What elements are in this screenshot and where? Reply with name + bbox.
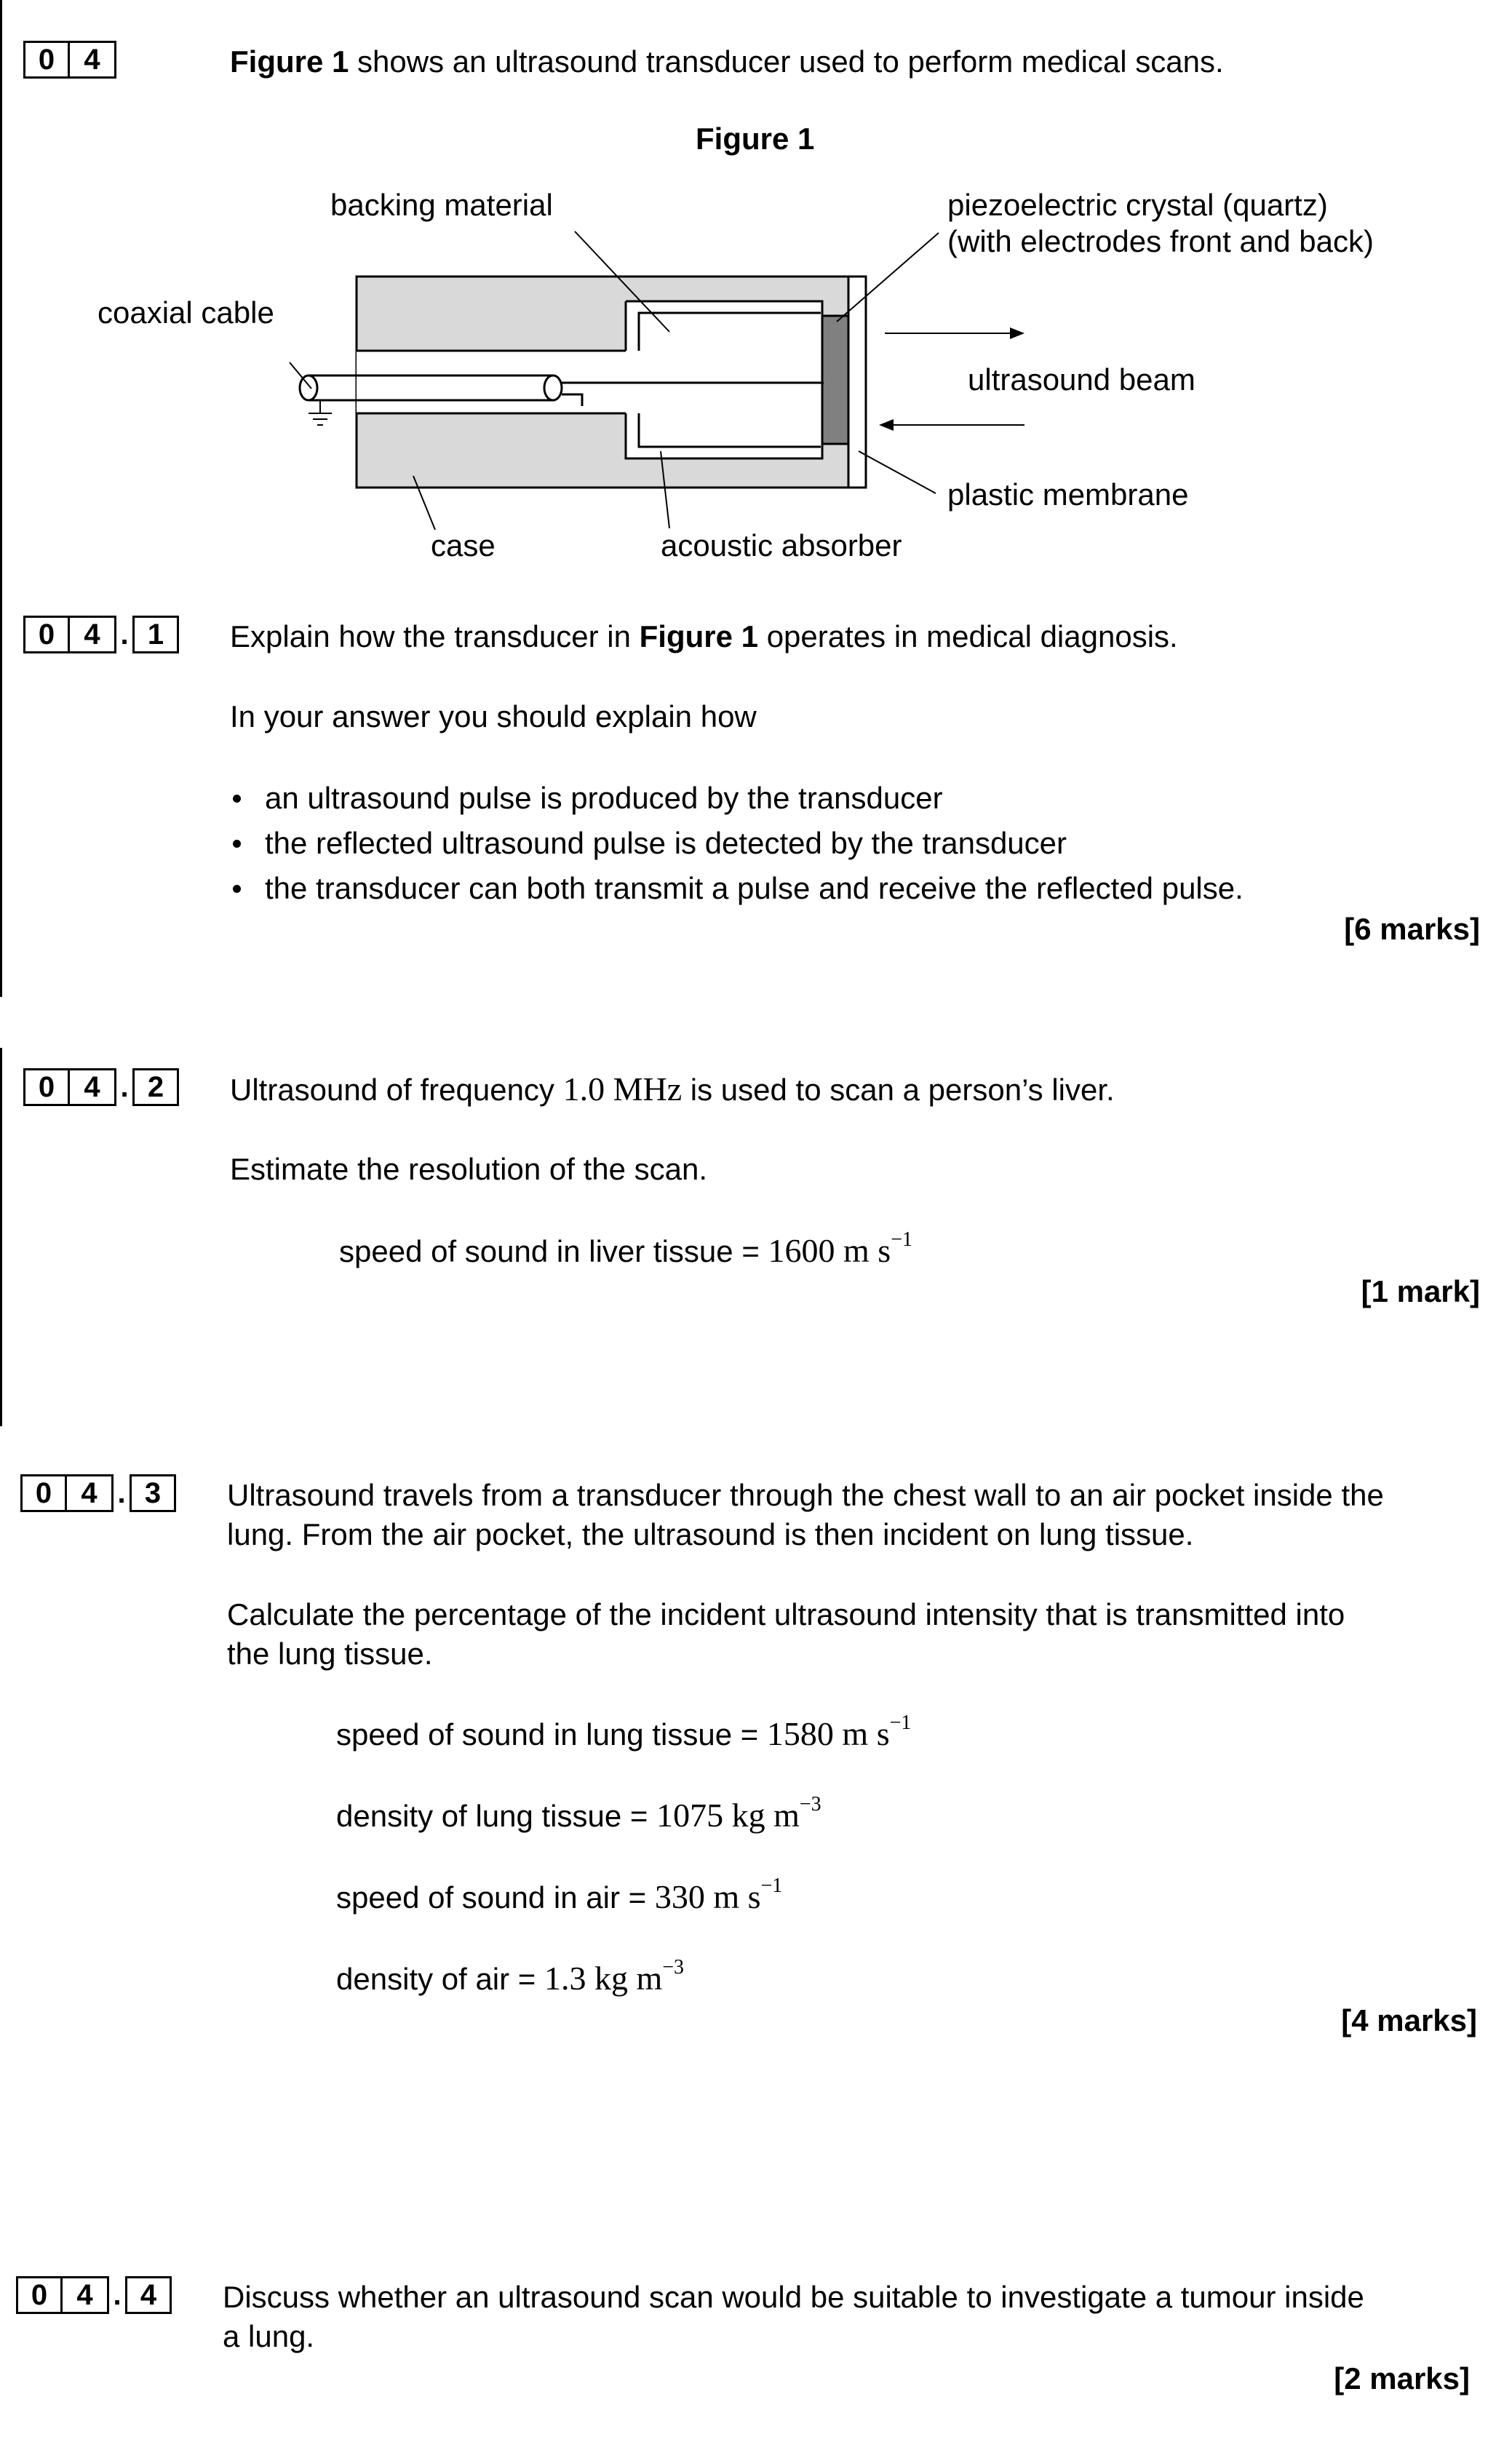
bullet-dot [233, 795, 241, 803]
question-04-3-line: the lung tissue. [227, 1637, 433, 1671]
given-exponent: −1 [891, 1228, 913, 1251]
text-part: is used to scan a person’s liver. [682, 1073, 1115, 1107]
label-membrane: plastic membrane [947, 477, 1189, 512]
digit-box: 4 [70, 616, 116, 653]
label-backing: backing material [330, 188, 553, 222]
marks-04-3: [4 marks] [1341, 2003, 1477, 2037]
question-04-1-text [230, 617, 1178, 656]
given-label: density of air = [336, 1962, 544, 1996]
figure-ref: Figure 1 [639, 619, 759, 653]
given-data [336, 1793, 821, 1836]
label-crystal-note: (with electrodes front and back) [947, 224, 1374, 258]
digit-box: 4 [70, 41, 116, 79]
bullet-item: the reflected ultrasound pulse is detected by the transducer [265, 826, 1067, 860]
label-coax: coaxial cable [98, 295, 274, 330]
question-04-4-line: Discuss whether an ultrasound scan would be suitable to investigate a tumour inside [223, 2280, 1364, 2314]
figure-ref: Figure 1 [230, 44, 349, 79]
digit-box: 0 [23, 616, 70, 653]
instruction: In your answer you should explain how [230, 699, 757, 733]
bullet-item: the transducer can both transmit a pulse and receive the reflected pulse. [265, 871, 1244, 905]
marks-04-1: [6 marks] [1344, 912, 1480, 946]
question-number-04-3: 0 4 . 3 [20, 1474, 176, 1512]
given-exponent: −3 [662, 1956, 685, 1979]
intro-text: shows an ultrasound transducer used to perform medical scans. [349, 44, 1224, 79]
text-part: Ultrasound of frequency [230, 1073, 563, 1107]
transducer-diagram [0, 182, 1512, 575]
question-number-04-1: 0 4 . 1 [23, 616, 179, 653]
frequency-value: 1.0 MHz [562, 1070, 683, 1108]
label-absorber: acoustic absorber [661, 528, 902, 562]
question-intro [230, 42, 1224, 81]
given-value: 330 m s [654, 1878, 761, 1915]
given-exponent: −3 [799, 1793, 821, 1816]
question-04-2-text [230, 1070, 1115, 1110]
digit-box: 4 [125, 2276, 172, 2314]
question-04-3-line: Calculate the percentage of the incident ultrasound intensity that is transmitted into [227, 1597, 1345, 1631]
plastic-membrane [848, 277, 866, 488]
given-label: speed of sound in air = [336, 1880, 655, 1915]
digit-box: 0 [20, 1474, 67, 1512]
piezo-crystal [822, 316, 848, 444]
digit-box: 0 [23, 1068, 70, 1106]
digit-box: 4 [70, 1068, 116, 1106]
margin-bar [0, 1048, 2, 1426]
given-label: density of lung tissue = [336, 1799, 657, 1833]
given-label: speed of sound in lung tissue = [336, 1717, 767, 1752]
marks-04-4: [2 marks] [1334, 2361, 1470, 2396]
instruction: Estimate the resolution of the scan. [230, 1152, 708, 1186]
question-number-04-2: 0 4 . 2 [23, 1068, 179, 1106]
given-exponent: −1 [889, 1711, 912, 1734]
question-number-04 [23, 41, 116, 79]
given-value: 1.3 kg m [544, 1960, 663, 1997]
figure-title: Figure 1 [696, 122, 815, 156]
text-part: operates in medical diagnosis. [758, 619, 1178, 653]
label-crystal: piezoelectric crystal (quartz) [947, 188, 1328, 222]
question-04-3-line: Ultrasound travels from a transducer through the chest wall to an air pocket inside the [227, 1478, 1384, 1512]
question-04-4-line: a lung. [223, 2319, 315, 2353]
digit-box: 3 [130, 1474, 176, 1512]
label-case: case [431, 528, 496, 562]
given-exponent: −1 [760, 1874, 783, 1897]
bullet-dot [233, 840, 241, 848]
question-04-3-line: lung. From the air pocket, the ultrasound is then incident on lung tissue. [227, 1517, 1194, 1551]
digit-box: 2 [132, 1068, 179, 1106]
given-value: 1580 m s [766, 1715, 890, 1752]
given-value: 1600 m s [768, 1232, 891, 1269]
marks-04-2: [1 mark] [1361, 1274, 1480, 1308]
given-label: speed of sound in liver tissue = [339, 1234, 768, 1268]
label-beam: ultrasound beam [968, 362, 1195, 397]
bullet-item: an ultrasound pulse is produced by the transducer [265, 781, 943, 815]
digit-box: 0 [23, 41, 70, 79]
given-value: 1075 kg m [656, 1797, 800, 1834]
text-part: Explain how the transducer in [230, 619, 640, 653]
digit-box: 4 [67, 1474, 114, 1512]
digit-box: 1 [132, 616, 179, 653]
digit-box: 0 [16, 2276, 63, 2314]
given-data [339, 1228, 913, 1271]
digit-box: 4 [63, 2276, 109, 2314]
bullet-dot [233, 885, 241, 893]
given-data [336, 1711, 912, 1754]
given-data [336, 1874, 783, 1917]
given-data [336, 1956, 685, 1999]
question-number-04-4: 0 4 . 4 [16, 2276, 172, 2314]
